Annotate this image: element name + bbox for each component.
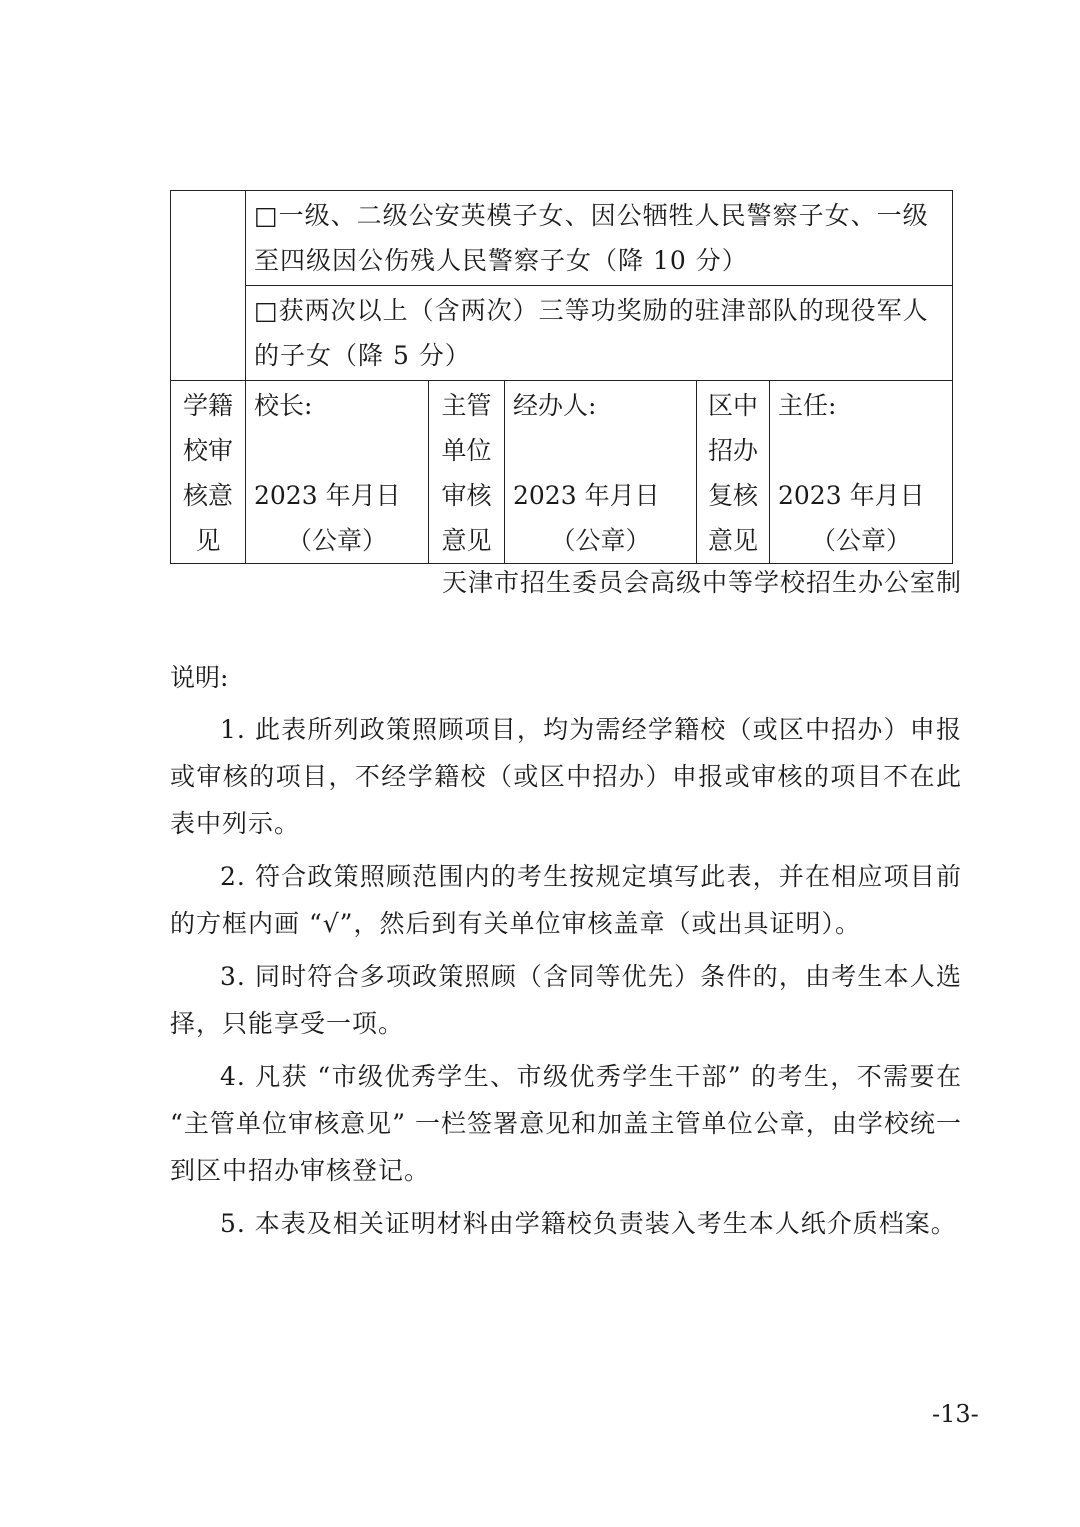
handler-label: 经办人: bbox=[513, 391, 597, 420]
instructions-heading: 说明: bbox=[170, 663, 229, 692]
blank-label-cell bbox=[171, 191, 246, 381]
school-review-label: 学籍 校审 核意 见 bbox=[171, 381, 246, 564]
date-line: 2023 年月日 bbox=[254, 481, 401, 510]
school-signature-cell bbox=[246, 381, 429, 564]
option-text: □获两次以上（含两次）三等功奖励的驻津部队的现役军人的子女（降 5 分） bbox=[246, 286, 953, 381]
instruction-item: 4. 凡获 “市级优秀学生、市级优秀学生干部” 的考生，不需要在 “主管单位审核意见” 一栏签署意见和加盖主管单位公章，由学校统一到区中招办审核登记。 bbox=[170, 1062, 962, 1185]
instruction-item: 2. 符合政策照顾范围内的考生按规定填写此表，并在相应项目前的方框内画 “√”，然后到有关单位审核盖章（或出具证明）。 bbox=[170, 862, 962, 938]
option-row bbox=[171, 191, 953, 286]
instruction-item: 1. 此表所列政策照顾项目，均为需经学籍校（或区中招办）申报或审核的项目，不经学籍校（或区中招办）申报或审核的项目不在此表中列示。 bbox=[170, 715, 962, 838]
supervisor-signature-cell bbox=[505, 381, 697, 564]
instruction-item: 3. 同时符合多项政策照顾（含同等优先）条件的，由考生本人选择，只能享受一项。 bbox=[170, 962, 962, 1038]
instruction-item: 5. 本表及相关证明材料由学籍校负责装入考生本人纸介质档案。 bbox=[220, 1209, 957, 1238]
supervisor-review-label: 主管 单位 审核 意见 bbox=[429, 381, 505, 564]
principal-label: 校长: bbox=[254, 391, 313, 420]
date-line: 2023 年月日 bbox=[513, 481, 660, 510]
option-row bbox=[171, 286, 953, 381]
date-line: 2023 年月日 bbox=[778, 481, 925, 510]
review-row bbox=[171, 381, 953, 564]
instructions-section bbox=[170, 655, 962, 1253]
district-review-label: 区中 招办 复核 意见 bbox=[697, 381, 770, 564]
page-number: -13- bbox=[932, 1400, 979, 1428]
policy-form-table bbox=[170, 190, 953, 564]
official-seal-text: （公章） bbox=[286, 526, 387, 555]
district-signature-cell bbox=[770, 381, 953, 564]
official-seal-text: （公章） bbox=[550, 526, 651, 555]
official-seal-text: （公章） bbox=[811, 526, 912, 555]
director-label: 主任: bbox=[778, 391, 837, 420]
option-text: □一级、二级公安英模子女、因公牺牲人民警察子女、一级至四级因公伤残人民警察子女（降 10 分） bbox=[246, 191, 953, 286]
form-issuer: 天津市招生委员会高级中等学校招生办公室制 bbox=[441, 568, 962, 597]
